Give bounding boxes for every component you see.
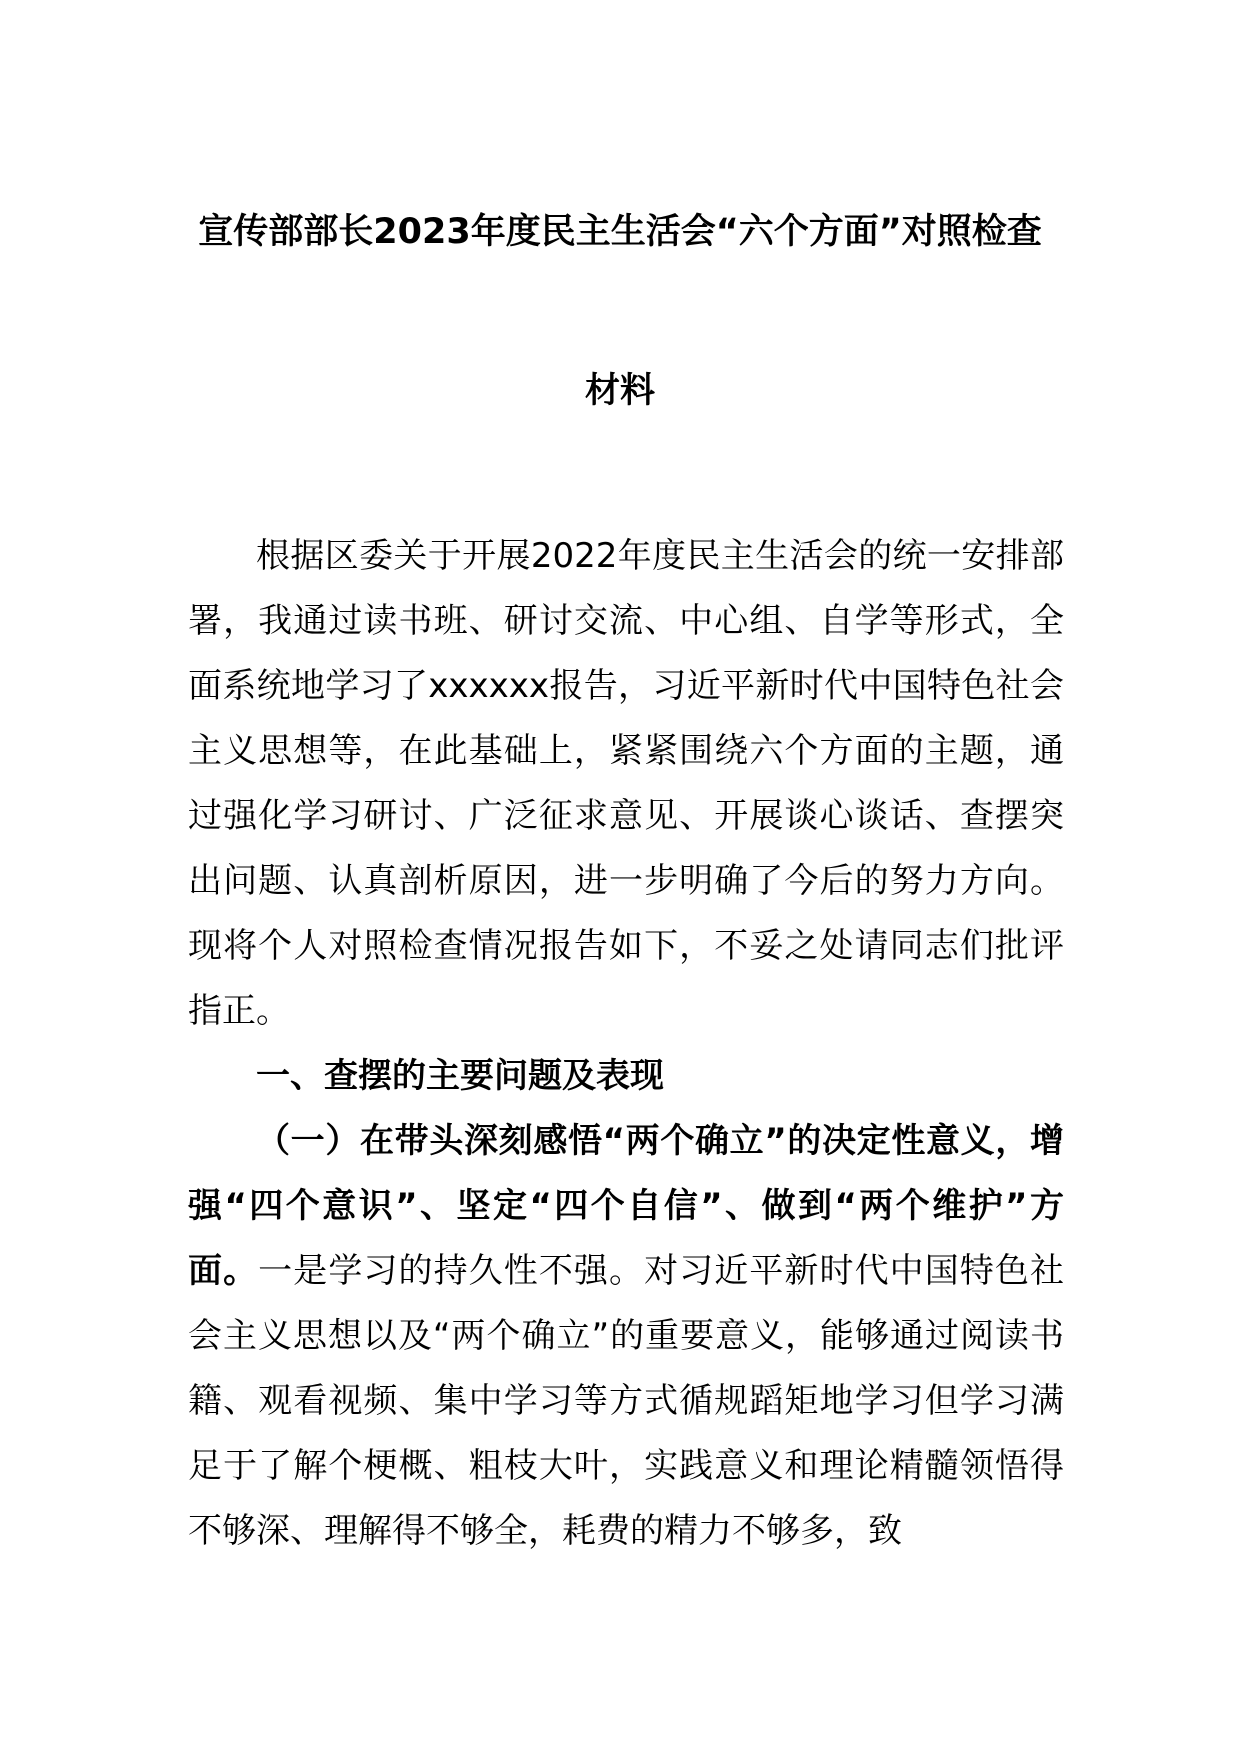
subsection-body: 一是学习的持久性不强。对习近平新时代中国特色社会主义思想以及“两个确立”的重要意义，能够通过阅读书籍、观看视频、集中学习等方式循规蹈矩地学习但学习满足于了解个梗概、粗枝大叶，实践意义和理论精髓领悟得不够深、理解得不够全，耗费的精力不够多，致 [188,1251,1065,1551]
subsection-paragraph [188,1109,1064,1564]
document-body [188,524,1064,1564]
intro-paragraph: 根据区委关于开展2022年度民主生活会的统一安排部署，我通过读书班、研讨交流、中心组、自学等形式，全面系统地学习了xxxxxx报告，习近平新时代中国特色社会主义思想等，在此基础上，紧紧围绕六个方面的主题，通过强化学习研讨、广泛征求意见、开展谈心谈话、查摆突出问题、认真剖析原因，进一步明确了今后的努力方向。现将个人对照检查情况报告如下，不妥之处请同志们批评指正。 [188,536,1064,1031]
document-title-line-1: 宣传部部长2023年度民主生活会“六个方面”对照检查 [198,212,1042,252]
subsection-heading: （一）在带头深刻感悟“两个确立”的决定性意义，增强“四个意识”、坚定“四个自信”、做到“两个维护”方面。 [188,1121,1064,1291]
document-title-line-2: 材料 [584,371,655,411]
section-heading: 一、查摆的主要问题及表现 [256,1056,664,1096]
